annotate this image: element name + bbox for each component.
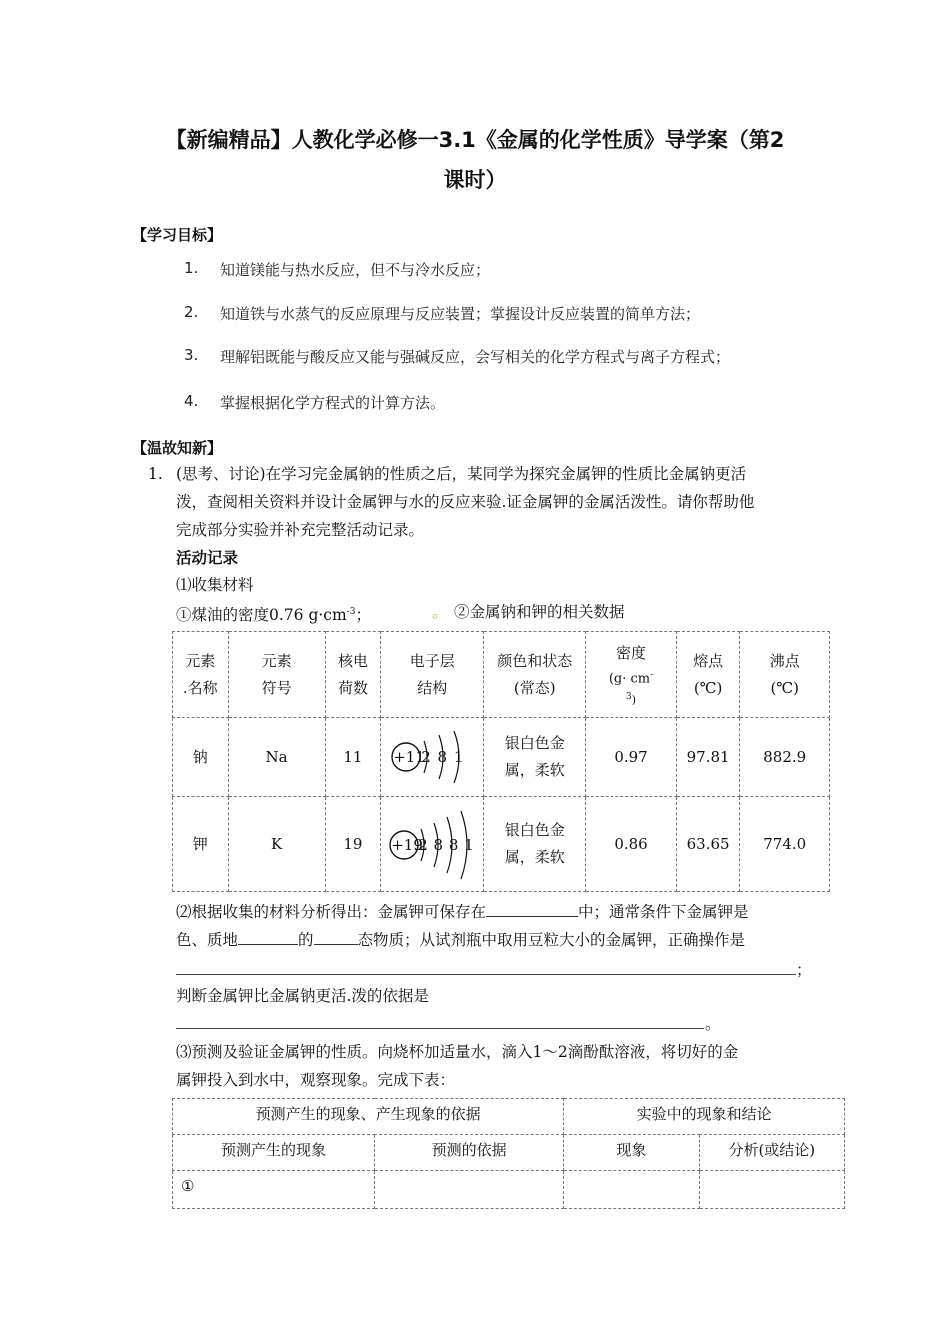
- title-line-1: 【新编精品】人教化学必修一3.1《金属的化学性质》导学案（第2: [165, 128, 785, 152]
- title-line-2: 课时）: [443, 168, 507, 192]
- document-title: [120, 120, 830, 200]
- cell-charge: 19: [325, 797, 381, 892]
- cell-charge: 11: [325, 718, 381, 797]
- nucleus-label: +11: [393, 748, 425, 766]
- nucleus-label: +19: [391, 836, 423, 854]
- cell-melt: 63.65: [676, 797, 740, 892]
- step-2-line-2: [176, 926, 745, 954]
- objectives-heading: 【学习目标】: [132, 226, 223, 244]
- group-header-experiment: 实验中的现象和结论: [564, 1099, 845, 1135]
- header-text: 元素: [261, 651, 292, 670]
- header-boil: [740, 632, 830, 718]
- header-text: (℃): [693, 678, 723, 697]
- fill-blank[interactable]: [314, 928, 358, 945]
- objective-text: 知道铁与水蒸气的反应原理与反应装置；掌握设计反应装置的简单方法；: [220, 305, 701, 323]
- fill-blank[interactable]: [238, 928, 298, 945]
- objective-number: 2.: [184, 303, 199, 321]
- header-text: (℃): [770, 678, 799, 697]
- cell-row-marker[interactable]: ①: [173, 1171, 375, 1209]
- table-row: [173, 718, 830, 797]
- table-group-header-row: [173, 1099, 845, 1135]
- header-text: ): [631, 693, 637, 707]
- cell-boil: 774.0: [740, 797, 830, 892]
- question-number: 1.: [148, 465, 163, 483]
- cell-text: 银白色金: [504, 821, 565, 839]
- header-superscript: -: [650, 669, 654, 680]
- cell-density: 0.97: [586, 718, 676, 797]
- cell-appearance: [484, 797, 586, 892]
- cell-shell: [381, 797, 484, 892]
- header-density-unit-end: [586, 690, 675, 708]
- table-header-row: [173, 1135, 845, 1171]
- step-2-text: ⑵根据收集的材料分析得出：金属钾可保存在: [176, 903, 487, 921]
- table-header-row: [173, 632, 830, 718]
- cell-symbol: Na: [228, 718, 325, 797]
- prediction-table: [172, 1098, 845, 1209]
- cell-empty[interactable]: [375, 1171, 564, 1209]
- answer-line[interactable]: [176, 1028, 704, 1029]
- header-symbol: [228, 632, 325, 718]
- fill-blank[interactable]: [486, 900, 578, 917]
- header-text: .名称: [182, 678, 218, 697]
- header-text: (常态): [513, 678, 556, 697]
- step-3-line: 属钾投入到水中，观察现象。完成下表：: [176, 1071, 456, 1089]
- objective-item: [184, 259, 824, 279]
- objective-number: 4.: [184, 392, 199, 410]
- header-text: 结构: [417, 678, 448, 697]
- step-3-line: ⑶预测及验证金属钾的性质。向烧杯加适量水，滴入1～2滴酚酞溶液，将切好的金: [176, 1043, 739, 1061]
- cell-name: 钠: [173, 718, 229, 797]
- objective-item: [184, 303, 824, 323]
- header-text: 元素: [185, 651, 216, 670]
- objective-text: 理解铝既能与酸反应又能与强碱反应，会写相关的化学方程式与离子方程式；: [220, 348, 731, 366]
- step-2-line-4: 判断金属钾比金属钠更活.泼的依据是: [176, 987, 429, 1005]
- cell-melt: 97.81: [676, 718, 740, 797]
- header-text: 电子层: [409, 651, 455, 670]
- objective-item: [184, 392, 824, 412]
- objective-item: [184, 346, 824, 366]
- line-end-period: 。: [705, 1015, 721, 1033]
- header-text: 密度: [616, 643, 647, 662]
- review-heading: 【温故知新】: [132, 439, 223, 457]
- header-prediction-basis: 预测的依据: [375, 1135, 564, 1171]
- group-header-prediction: 预测产生的现象、产生现象的依据: [173, 1099, 564, 1135]
- objective-text: 掌握根据化学方程式的计算方法。: [220, 394, 446, 412]
- header-density: [586, 632, 676, 718]
- header-text: (g· cm: [608, 670, 651, 686]
- step-2-text: 色、质地: [176, 931, 239, 949]
- step-2-line-1: [176, 898, 749, 926]
- objective-number: 1.: [184, 259, 199, 277]
- shell-electrons: 2 8 1: [421, 748, 465, 766]
- step-2-text: 的: [298, 931, 314, 949]
- activity-heading: 活动记录: [176, 549, 239, 567]
- cell-empty[interactable]: [564, 1171, 699, 1209]
- header-text: 符号: [261, 678, 292, 697]
- material-1-superscript: -3: [346, 607, 356, 617]
- question-line: 泼，查阅相关资料并设计金属钾与水的反应来验.证金属钾的金属活泼性。请你帮助他: [176, 493, 755, 511]
- atom-structure-sodium: [384, 719, 480, 795]
- material-1: [176, 598, 371, 629]
- line-end-semicolon: ；: [796, 961, 812, 979]
- answer-line[interactable]: [176, 974, 796, 975]
- cell-density: 0.86: [586, 797, 676, 892]
- step-2-text: 中；通常条件下金属钾是: [578, 903, 749, 921]
- table-row: [173, 797, 830, 892]
- cell-appearance: [484, 718, 586, 797]
- header-appearance: [484, 632, 586, 718]
- step-2-text: 态物质；从试剂瓶中取用豆粒大小的金属钾，正确操作是: [357, 931, 746, 949]
- cell-symbol: K: [228, 797, 325, 892]
- question-line: (思考、讨论)在学习完金属钠的性质之后，某同学为探究金属钾的性质比金属钠更活: [176, 465, 747, 483]
- header-text: 颜色和状态: [497, 651, 573, 670]
- header-text: 荷数: [337, 678, 368, 697]
- cell-text: 属，柔软: [504, 848, 565, 866]
- header-shell: [381, 632, 484, 718]
- cell-shell: [381, 718, 484, 797]
- header-charge: [325, 632, 381, 718]
- table-row: [173, 1171, 845, 1209]
- material-1-end: ；: [355, 606, 371, 625]
- header-text: 核电: [337, 651, 368, 670]
- material-1-text: ①煤油的密度0.76 g·cm: [176, 606, 347, 625]
- stray-dot: 。: [432, 603, 448, 621]
- objective-number: 3.: [184, 346, 199, 364]
- header-text: 沸点: [769, 651, 800, 670]
- header-text: 熔点: [693, 651, 724, 670]
- cell-boil: 882.9: [740, 718, 830, 797]
- header-analysis: 分析(或结论): [699, 1135, 844, 1171]
- question-line: 完成部分实验并补充完整活动记录。: [176, 521, 425, 539]
- cell-empty[interactable]: [699, 1171, 844, 1209]
- header-melt: [676, 632, 740, 718]
- header-density-unit: [586, 664, 675, 690]
- cell-text: 属，柔软: [504, 761, 565, 779]
- header-predicted-phenomenon: 预测产生的现象: [173, 1135, 375, 1171]
- atom-structure-potassium: [382, 799, 482, 889]
- cell-name: 钾: [173, 797, 229, 892]
- cell-text: 银白色金: [504, 734, 565, 752]
- shell-electrons: 2 8 8 1: [418, 836, 475, 854]
- header-phenomenon: 现象: [564, 1135, 699, 1171]
- element-data-table: [172, 631, 830, 892]
- objective-text: 知道镁能与热水反应，但不与冷水反应；: [220, 261, 491, 279]
- step-1-label: ⑴收集材料: [176, 576, 254, 594]
- header-superscript: 3: [626, 691, 632, 702]
- header-name: [173, 632, 229, 718]
- material-2: ②金属钠和钾的相关数据: [454, 603, 625, 621]
